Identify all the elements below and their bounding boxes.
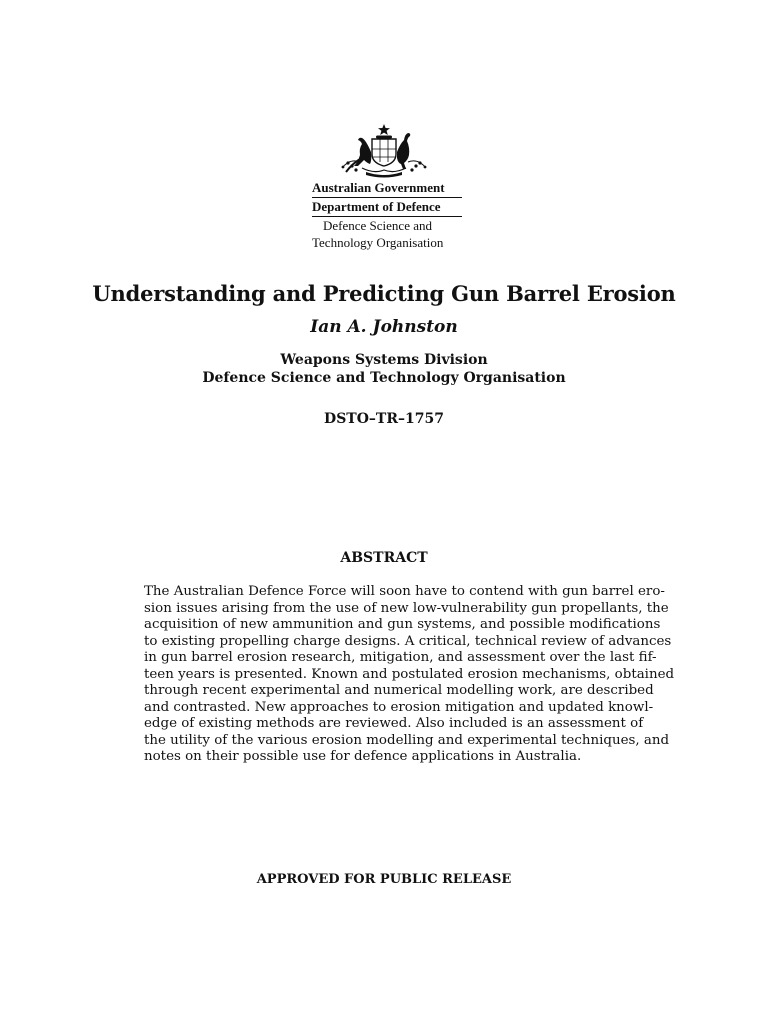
organisation-name: Defence Science and Technology Organisation — [202, 370, 566, 386]
abstract-body — [144, 584, 675, 766]
release-statement: APPROVED FOR PUBLIC RELEASE — [256, 872, 512, 887]
abstract-line: The Australian Defence Force will soon have to contend with gun barrel ero- — [144, 584, 665, 599]
report-number: DSTO–TR–1757 — [324, 411, 444, 427]
abstract-line: through recent experimental and numerical modelling work, are described — [144, 683, 654, 698]
author-name: Ian A. Johnston — [310, 317, 458, 337]
abstract-line: edge of existing methods are reviewed. Also included is an assessment of — [144, 716, 644, 731]
government-header — [312, 179, 462, 251]
abstract-line: notes on their possible use for defence applications in Australia. — [144, 749, 582, 764]
coat-of-arms-icon — [312, 122, 456, 178]
abstract-line: and contrasted. New approaches to erosion mitigation and updated knowl- — [144, 699, 654, 715]
organisation-line: Technology Organisation — [312, 235, 444, 250]
abstract-heading: ABSTRACT — [340, 550, 428, 566]
division-name: Weapons Systems Division — [280, 352, 488, 368]
abstract-line: sion issues arising from the use of new low-vulnerability gun propellants, the — [144, 600, 669, 616]
document-title: Understanding and Predicting Gun Barrel Erosion — [92, 281, 676, 306]
author-affiliation — [0, 351, 768, 387]
organisation-line: Defence Science and — [323, 218, 432, 233]
government-name: Australian Government — [312, 179, 462, 198]
abstract-line: to existing propelling charge designs. A critical, technical review of advances — [144, 633, 672, 649]
abstract-line: in gun barrel erosion research, mitigation, and assessment over the last fif- — [144, 650, 657, 665]
abstract-line: acquisition of new ammunition and gun systems, and possible modifications — [144, 617, 661, 632]
abstract-line: teen years is presented. Known and postulated erosion mechanisms, obtained — [144, 666, 675, 682]
department-name: Department of Defence — [312, 198, 462, 217]
abstract-line: the utility of the various erosion modelling and experimental techniques, and — [144, 732, 670, 748]
